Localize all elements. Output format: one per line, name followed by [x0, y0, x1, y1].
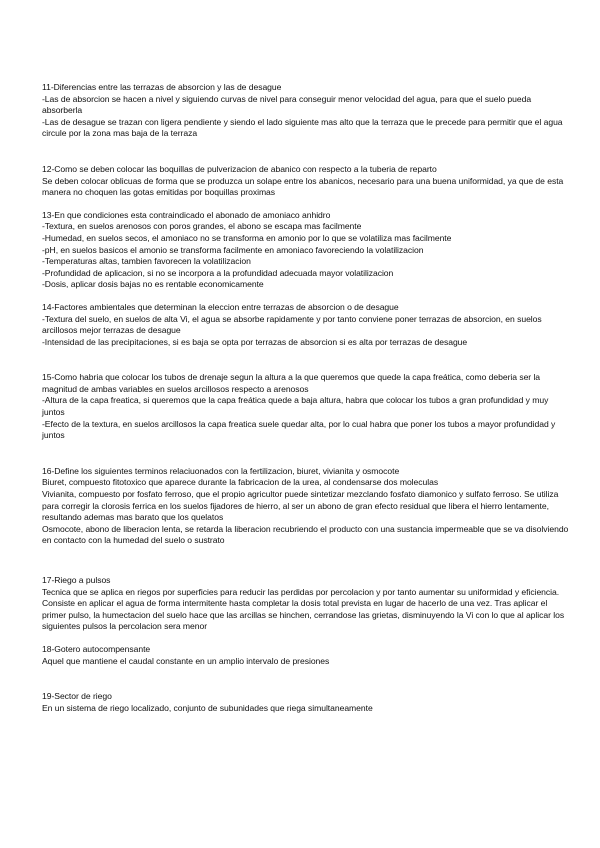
section-13	[42, 210, 572, 291]
section-line: -Altura de la capa freatica, si queremos que la capa freática quede a baja altura, habra que colocar los tubos a gran profundidad y muy juntos	[42, 395, 549, 418]
section-line: -Efecto de la textura, en suelos arcillosos la capa freatica suele quedar alta, por lo cual habra que poner los tubos a mayor profundidad y juntos	[42, 418, 556, 441]
section-heading: 13-En que condiciones esta contraindicado el abonado de amoniaco anhidro	[42, 209, 331, 220]
section-16	[42, 466, 572, 547]
section-line: -Textura, en suelos arenosos con poros grandes, el abono se escapa mas facilmente	[42, 221, 362, 232]
section-heading: 14-Factores ambientales que determinan la eleccion entre terrazas de absorcion o de desague	[42, 301, 399, 312]
section-line: Vivianita, compuesto por fosfato ferroso, que el propio agricultor puede sintetizar mezclando fosfato diamonico y sulfato ferroso. Se utiliza para corregir la clorosis ferrica en los suelos fijadores de hierro, al ser un abono de gran efecto residual que libera el hierro lentamente, resultando ademas mas barato que los quelatos	[42, 489, 559, 523]
section-line: -Textura del suelo, en suelos de alta Vi, el agua se absorbe rapidamente y por tanto conviene poner terrazas de absorcion, en suelos arcillosos mejor terrazas de desague	[42, 313, 542, 336]
section-line: Osmocote, abono de liberacion lenta, se retarda la liberacion recubriendo el producto con una sustancia impermeable que se va disolviendo en contacto con la humedad del suelo o sustrato	[42, 523, 569, 546]
section-line: -pH, en suelos basicos el amonio se transforma facilmente en amoniaco favoreciendo la volatilizacion	[42, 244, 424, 255]
section-line: -Profundidad de aplicacion, si no se incorpora a la profundidad adecuada mayor volatilizacion	[42, 267, 394, 278]
section-line: Aquel que mantiene el caudal constante en un amplio intervalo de presiones	[42, 655, 330, 666]
section-heading: 12-Como se deben colocar las boquillas de pulverizacion de abanico con respecto a la tuberia de reparto	[42, 163, 437, 174]
section-14	[42, 302, 572, 348]
section-line: En un sistema de riego localizado, conjunto de subunidades que riega simultaneamente	[42, 702, 373, 713]
section-line: Tecnica que se aplica en riegos por superficies para reducir las perdidas por percolacion y por tanto aumentar su uniformidad y eficiencia. Consiste en aplicar el agua de forma intermitente hasta completar la dosis total prevista en lugar de hacerlo de una vez. Tras aplicar el primer pulso, la humectacion del suelo hace que las arcillas se hinchen, cerrandose las grietas, disminuyendo la Vi con lo que al aplicar los siguientes pulsos la percolacion sera menor	[42, 586, 565, 632]
section-heading: 15-Como habria que colocar los tubos de drenaje segun la altura a la que queremos que quede la capa freática, como deberia ser la magnitud de ambas variables en suelos arcillosos respecto a arenosos	[42, 372, 541, 394]
section-heading: 18-Gotero autocompensante	[42, 643, 151, 654]
section-15	[42, 372, 572, 442]
section-line: -Temperaturas altas, tambien favorecen la volatilizacion	[42, 256, 251, 267]
section-12	[42, 164, 572, 199]
section-18	[42, 644, 572, 667]
section-line: -Las de absorcion se hacen a nivel y siguiendo curvas de nivel para conseguir menor velocidad del agua, para que el suelo pueda absorberla	[42, 93, 532, 116]
section-heading: 16-Define los siguientes terminos relaciuonados con la fertilizacion, biuret, vivianita y osmocote	[42, 465, 400, 476]
section-line: Biuret, compuesto fitotoxico que aparece durante la fabricacion de la urea, al condensarse dos moleculas	[42, 477, 439, 488]
document-page	[42, 82, 572, 714]
section-line: -Dosis, aplicar dosis bajas no es rentable economicamente	[42, 279, 264, 290]
section-heading: 19-Sector de riego	[42, 691, 112, 702]
section-heading: 17-Riego a pulsos	[42, 575, 111, 585]
section-line: -Humedad, en suelos secos, el amoniaco no se transforma en amonio por lo que se volatiliza mas facilmente	[42, 232, 452, 243]
section-heading: 11-Diferencias entre las terrazas de absorcion y las de desague	[42, 82, 282, 92]
section-17	[42, 575, 572, 633]
section-11	[42, 82, 572, 140]
section-19	[42, 691, 572, 714]
section-line: -Intensidad de las precipitaciones, si es baja se opta por terrazas de absorcion si es alta por terrazas de desague	[42, 336, 468, 347]
section-line: Se deben colocar oblicuas de forma que se produzca un solape entre los abanicos, necesario para una buena uniformidad, ya que de esta manera no choquen las gotas emitidas por boquillas proximas	[42, 175, 564, 198]
section-line: -Las de desague se trazan con ligera pendiente y siendo el lado siguiente mas alto que la terraza que le precede para permitir que el agua circule por la zona mas baja de la terraza	[42, 116, 563, 139]
